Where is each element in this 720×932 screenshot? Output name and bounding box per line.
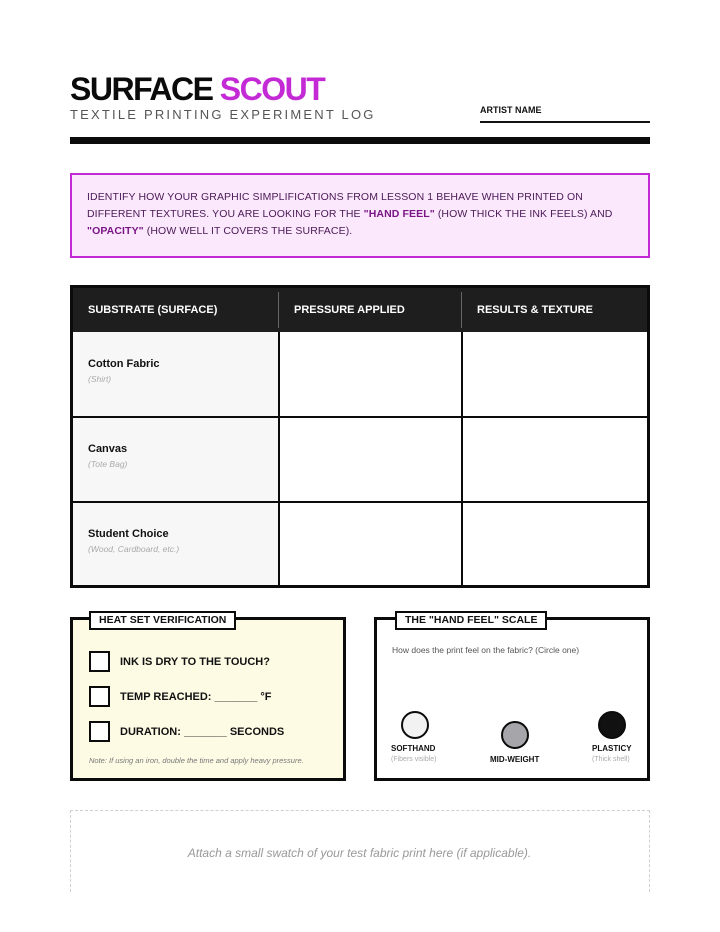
swatch-instruction: Attach a small swatch of your test fabric print here (if applicable). (187, 846, 532, 860)
term-hand-feel: "HAND FEEL" (363, 208, 435, 220)
artist-name-label: ARTIST NAME (480, 105, 542, 115)
instructions-part-a: IDENTIFY HOW YOUR GRAPHIC SIMPLIFICATIONS FROM LESSON 1 BEHAVE WHEN PRINTED ON DIFFERENT TEXTURES. YOU ARE LOOKING FOR THE (87, 191, 583, 220)
heat-set-note: Note: If using an iron, double the time and apply heavy pressure. (89, 756, 304, 765)
worksheet-page (70, 0, 650, 932)
column-header-pressure: PRESSURE APPLIED (294, 304, 405, 316)
table-row (73, 502, 279, 585)
softhand-sub: (Fibers visible) (391, 756, 437, 763)
row-divider (73, 501, 647, 503)
title-scout: SCOUT (219, 71, 325, 107)
title-surface: SURFACE (70, 71, 213, 107)
header-divider-2 (461, 292, 462, 328)
row-sub: (Tote Bag) (88, 459, 128, 469)
row-name: Canvas (88, 443, 128, 455)
checkbox-label: DURATION: _______ SECONDS (120, 726, 285, 738)
column-divider (278, 332, 280, 585)
checkbox-duration[interactable] (89, 721, 110, 742)
softhand-label: SOFTHAND (391, 744, 436, 753)
page-title (70, 72, 324, 106)
plasticy-label: PLASTICY (592, 744, 632, 753)
instructions-text (87, 189, 633, 240)
column-divider (461, 332, 463, 585)
row-sub: (Wood, Cardboard, etc.) (88, 544, 180, 554)
checkbox-temp[interactable] (89, 686, 110, 707)
mid-weight-label: MID-WEIGHT (490, 755, 540, 764)
table-row (73, 417, 279, 502)
heat-set-box (70, 614, 346, 781)
row-name: Cotton Fabric (88, 358, 160, 370)
row-name: Student Choice (88, 528, 169, 540)
scale-question: How does the print feel on the fabric? (Circle one) (392, 645, 580, 655)
checkbox-ink-dry[interactable] (89, 651, 110, 672)
term-opacity: "OPACITY" (87, 225, 144, 237)
swatch-attach-area[interactable] (70, 810, 650, 892)
checkbox-label: INK IS DRY TO THE TOUCH? (120, 656, 270, 668)
instructions-box (70, 173, 650, 258)
heat-set-title: HEAT SET VERIFICATION (89, 611, 236, 630)
page-subtitle: TEXTILE PRINTING EXPERIMENT LOG (70, 107, 376, 122)
row-sub: (Shirt) (88, 374, 112, 384)
mid-weight-circle[interactable] (501, 721, 529, 749)
hand-feel-scale-box (374, 614, 650, 781)
instructions-part-c: (HOW WELL IT COVERS THE SURFACE). (143, 225, 353, 237)
artist-name-field[interactable] (480, 121, 650, 123)
plasticy-sub: (Thick shell) (592, 756, 630, 763)
instructions-part-b: (HOW THICK THE INK FEELS) AND (434, 208, 613, 220)
table-row (73, 332, 279, 417)
scale-title: THE "HAND FEEL" SCALE (395, 611, 547, 630)
header-divider-1 (278, 292, 279, 328)
checkbox-label: TEMP REACHED: _______ °F (120, 691, 272, 703)
column-header-results: RESULTS & TEXTURE (477, 304, 593, 316)
plasticy-circle[interactable] (598, 711, 626, 739)
experiment-table (70, 285, 650, 588)
header-divider (70, 137, 650, 144)
column-header-substrate: SUBSTRATE (SURFACE) (88, 304, 218, 316)
softhand-circle[interactable] (401, 711, 429, 739)
table-header (73, 288, 647, 332)
row-divider (73, 416, 647, 418)
